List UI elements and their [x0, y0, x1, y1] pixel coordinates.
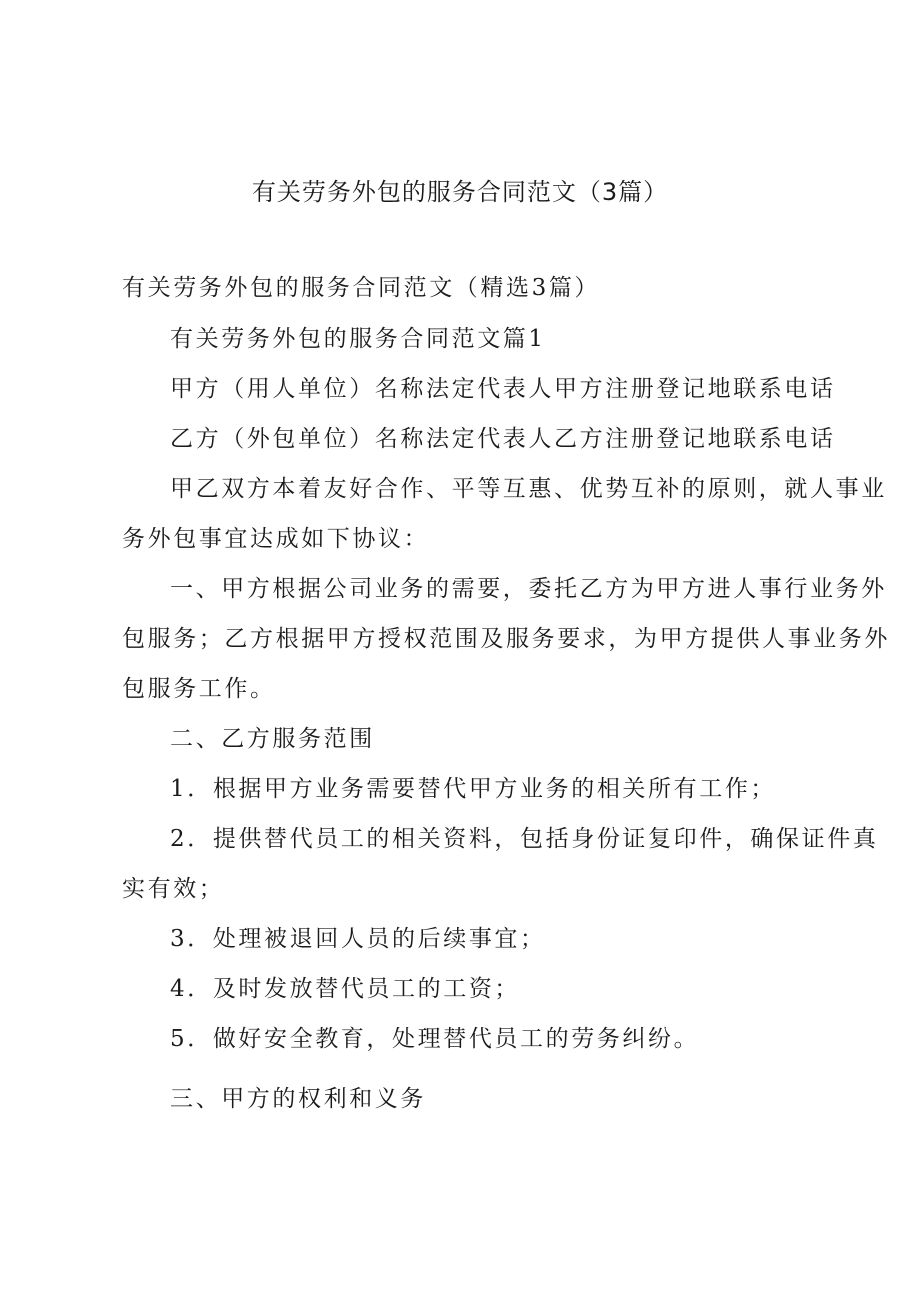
preamble-line-2: 务外包事宜达成如下协议： — [122, 526, 430, 552]
clause-2-heading: 二、乙方服务范围 — [170, 726, 375, 752]
clause-3-heading: 三、甲方的权利和义务 — [170, 1086, 426, 1112]
preamble-line-1: 甲乙双方本着友好合作、平等互惠、优势互补的原则，就人事业 — [170, 476, 887, 502]
item-2-line-2: 实有效； — [122, 876, 225, 902]
item-1-line: 1．根据甲方业务需要替代甲方业务的相关所有工作； — [170, 776, 777, 802]
document-title: 有关劳务外包的服务合同范文（3篇） — [251, 178, 669, 206]
item-4-line: 4．及时发放替代员工的工资； — [170, 976, 521, 1002]
clause-1-line-2: 包服务；乙方根据甲方授权范围及服务要求，为甲方提供人事业务外 — [122, 626, 890, 652]
section-heading-1: 有关劳务外包的服务合同范文篇1 — [170, 326, 546, 352]
item-2-line-1: 2．提供替代员工的相关资料，包括身份证复印件，确保证件真 — [170, 826, 879, 852]
subtitle-line: 有关劳务外包的服务合同范文（精选3篇） — [122, 275, 601, 301]
party-a-line: 甲方（用人单位）名称法定代表人甲方注册登记地联系电话 — [170, 376, 836, 402]
party-b-line: 乙方（外包单位）名称法定代表人乙方注册登记地联系电话 — [170, 426, 836, 452]
item-3-line: 3．处理被退回人员的后续事宜； — [170, 926, 546, 952]
item-5-line: 5．做好安全教育，处理替代员工的劳务纠纷。 — [170, 1026, 700, 1052]
clause-1-line-1: 一、甲方根据公司业务的需要，委托乙方为甲方进人事行业务外 — [170, 576, 887, 602]
clause-1-line-3: 包服务工作。 — [122, 676, 276, 702]
